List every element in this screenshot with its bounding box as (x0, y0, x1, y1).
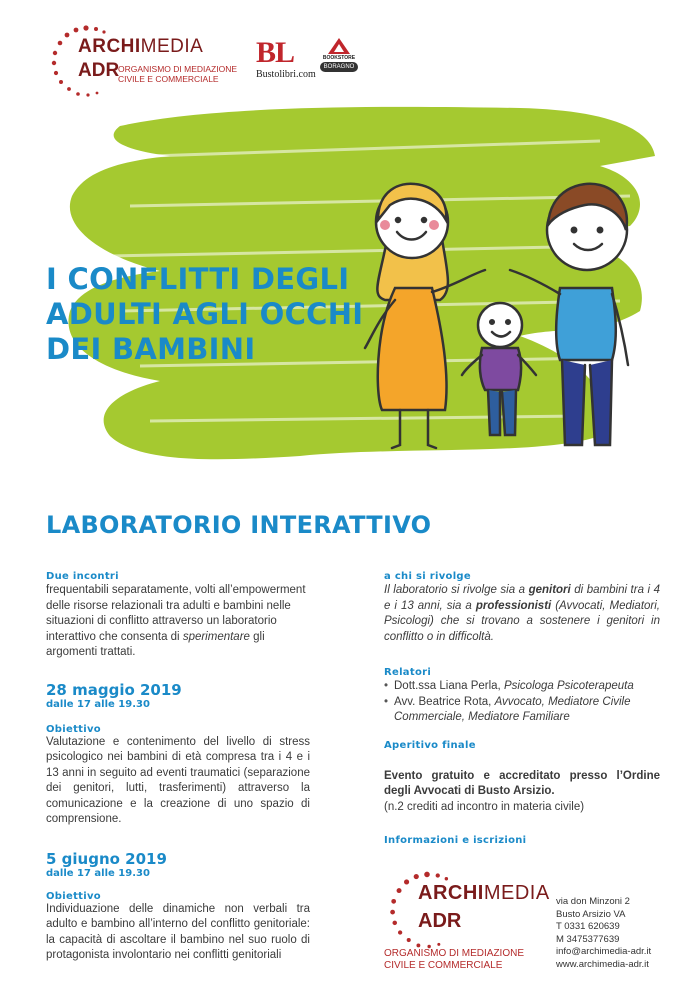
logo-sub-line1: ORGANISMO DI MEDIAZIONE (118, 64, 238, 74)
logo-archi-text: ARCHI (418, 882, 484, 904)
contact-mobile: M 3475377639 (556, 933, 620, 945)
obiettivo1-label: Obiettivo (46, 723, 101, 735)
obiettivo2-text: Individuazione delle dinamiche non verbali tra adulto e bambino all’interno del conflitto genitoriale: la capacità di ascoltare il bambino nel suo ruolo di protagonista involontario nei conflitti genitoriali (46, 902, 310, 961)
date1-heading: 28 maggio 2019 (46, 680, 182, 699)
bustolibri-mark: BL (256, 36, 295, 69)
logo-sub-line2: CIVILE E COMMERCIALE (384, 960, 503, 971)
time1-heading: dalle 17 alle 19.30 (46, 698, 150, 710)
contact-block (556, 896, 651, 971)
relatore-1: • Dott.ssa Liana Perla, Psicologa Psicoterapeuta (384, 679, 660, 695)
evento-text: Evento gratuito e accreditato presso l’Ordine degli Avvocati di Busto Arsizio. (384, 769, 660, 797)
bookstore-label: BOOKSTORE (322, 55, 356, 61)
chi-si-rivolge-text: Il laboratorio si rivolge sia a genitori di bambini tra i 4 e i 13 anni, sia a professionisti (Avvocati, Mediatori, Psicologi) che si trovano a sostenere i genitori in conflitto o in difficoltà. (384, 584, 660, 643)
info-label: Informazioni e iscrizioni (384, 835, 527, 846)
due-incontri-text: frequentabili separatamente, volti all’empowerment delle risorse relazionali tra adulti e bambini nelle situazioni di conflitto attraverso un laboratorio interattivo che consenta di sperimentare gli argomenti trattati. (46, 584, 306, 658)
date2-heading: 5 giugno 2019 (46, 849, 167, 868)
family-drawing-illustration (350, 170, 650, 470)
contact-address: via don Minzoni 2 (556, 896, 630, 907)
logo-sub-line1: ORGANISMO DI MEDIAZIONE (384, 948, 525, 959)
logo-adr-text: ADR (78, 60, 120, 81)
bustolibri-name: Bustolibri.com (256, 69, 316, 80)
crediti-text: (n.2 crediti ad incontro in materia civile) (384, 800, 585, 813)
contact-city: Busto Arsizio VA (556, 908, 626, 920)
bookstore-triangle-icon (328, 38, 350, 54)
archimedia-logo-bottom (384, 868, 550, 978)
relatori-label: Relatori (384, 667, 432, 678)
aperitivo-label: Aperitivo finale (384, 739, 476, 751)
boragno-logo (320, 38, 358, 82)
logo-archi-text: ARCHI (78, 36, 141, 57)
contact-email-link[interactable]: info@archimedia-adr.it (556, 946, 652, 957)
obiettivo2-label: Obiettivo (46, 890, 101, 902)
bustolibri-logo (256, 38, 318, 84)
laboratorio-heading: LABORATORIO INTERATTIVO (46, 511, 432, 539)
logo-media-text: MEDIA (483, 882, 550, 904)
archimedia-logo (46, 22, 238, 102)
logo-adr-text: ADR (418, 910, 462, 932)
chi-si-rivolge-label: a chi si rivolge (384, 571, 471, 582)
time2-heading: dalle 17 alle 19.30 (46, 867, 150, 879)
hero-title-line2: ADULTI AGLI OCCHI (46, 297, 364, 331)
contact-website-link[interactable]: www.archimedia-adr.it (556, 958, 649, 970)
relatore-2: • Avv. Beatrice Rota, Avvocato, Mediatore Civile Commerciale, Mediatore Familiare (384, 695, 660, 726)
obiettivo1-text: Valutazione e contenimento del livello di stress psicologico nei bambini di età compresa tra i 4 e i 13 anni in seguito ad eventi traumatici (separazione dei genitori, lutti, trasferimenti) attraverso la comunicazione e la creazione di uno spazio di comprensione. (46, 735, 310, 825)
bullet-icon: • (384, 695, 389, 708)
hero-title-line3: DEI BAMBINI (46, 332, 256, 366)
logo-sub-line2: CIVILE E COMMERCIALE (118, 74, 219, 84)
due-incontri-label: Due incontri (46, 571, 119, 582)
contact-phone: T 0331 620639 (556, 921, 620, 932)
bullet-icon: • (384, 680, 389, 692)
left-column (46, 571, 310, 964)
hero-title-line1: I CONFLITTI DEGLI (46, 262, 350, 296)
right-column (384, 571, 660, 846)
boragno-name: BORAGNO (320, 62, 358, 72)
logo-media-text: MEDIA (140, 36, 204, 57)
